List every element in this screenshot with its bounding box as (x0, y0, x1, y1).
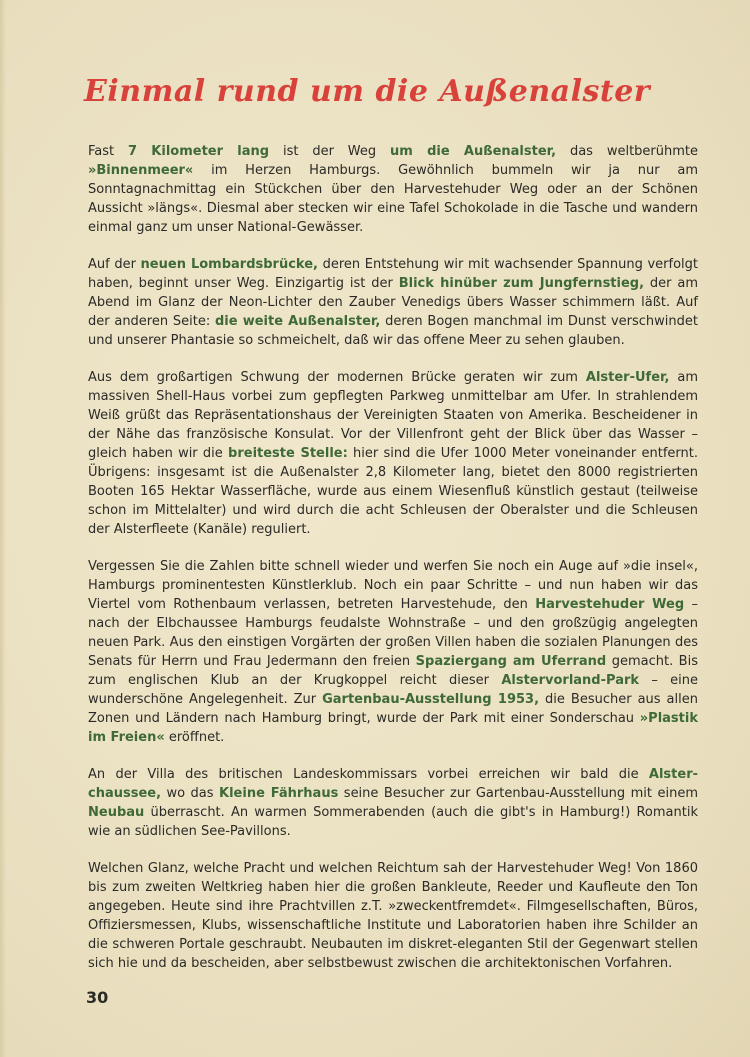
paragraph-text: seine Besucher zur Gartenbau-Ausstellung mit einem (338, 786, 698, 801)
highlighted-phrase: Kleine Fährhaus (219, 786, 339, 801)
page-edge-shadow (0, 0, 6, 1057)
paragraph-text: – nach der Elbchaussee Hamburgs feudalste Wohnstraße – und den großzügig angelegten neuen Park. Aus den einstigen Vorgärten der großen Villen haben die sozialen Planungen des Senats für Herrn und Frau Jedermann den freien (88, 597, 698, 669)
paragraph (88, 557, 698, 747)
highlighted-phrase: 7 Kilometer lang (128, 144, 270, 159)
highlighted-phrase: Gartenbau-Ausstellung 1953, (322, 692, 540, 707)
highlighted-phrase: neuen Lombardsbrücke, (140, 257, 318, 272)
paragraph-text: deren Bogen manchmal im Dunst verschwindet und unserer Phantasie so schmeichelt, daß wir das offene Meer zu sehen glauben. (88, 314, 698, 348)
paragraph-text: der am Abend im Glanz der Neon-Lichter den Zauber Venedigs übers Wasser schimmern läßt. Auf der anderen Seite: (88, 276, 698, 329)
paragraph-text: deren Entstehung wir mit wachsender Spannung verfolgt haben, beginnt unser Weg. Einzigartig ist der (88, 257, 698, 291)
paragraph-text: hier sind die Ufer 1000 Meter voneinander entfernt. Übrigens: insgesamt ist die Außenalster 2,8 Kilometer lang, bietet den 8000 registrierten Booten 165 Hektar Wasserfläche, wurde aus einem Wiesenfluß künstlich gestaut (teilweise schon im Mittelalter) und wird durch die acht Schleusen der Oberalster und die Schleusen der Alsterfleete (Kanäle) reguliert. (88, 446, 698, 537)
highlighted-phrase: Neubau (88, 805, 145, 820)
paragraph-text: Welchen Glanz, welche Pracht und welchen Reichtum sah der Harvestehuder Weg! Von 1860 bis zum zweiten Weltkrieg haben hier die großen Bankleute, Reeder und Kaufleute den Ton angegeben. Heute sind ihre Prachtvillen z.T. »zweckentfremdet«. Filmgesellschaften, Büros, Offiziersmessen, Klubs, wissenschaftliche Institute und Laboratorien haben ihre Schilder an die schweren Portale geschraubt. Neubauten im diskret-eleganten Stil der Gegenwart stellen sich hie und da bescheiden, aber selbstbewust zwischen die architektonischen Vorfahren. (88, 861, 698, 971)
paragraph-text: An der Villa des britischen Landeskommissars vorbei erreichen wir bald die (88, 767, 649, 782)
highlighted-phrase: Alstervorland-Park (501, 673, 640, 688)
paragraph-text: ist der Weg (269, 144, 390, 159)
paragraph (88, 368, 698, 539)
highlighted-phrase: Alster-Ufer, (585, 370, 670, 385)
paragraph-text: die Besucher aus allen Zonen und Ländern nach Hamburg bringt, wurde der Park mit einer Sonderschau (88, 692, 698, 726)
paragraph-text: Aus dem großartigen Schwung der modernen Brücke geraten wir zum (88, 370, 586, 385)
article-body (88, 142, 698, 991)
highlighted-phrase: Spaziergang am Uferrand (415, 654, 607, 669)
paragraph (88, 142, 698, 237)
highlighted-phrase: »Binnenmeer« (88, 163, 194, 178)
paragraph-text: Fast (88, 144, 128, 159)
paragraph (88, 255, 698, 350)
paragraph-text: am massiven Shell-Haus vorbei zum gepflegten Parkweg unmittelbar am Ufer. In strahlendem Weiß grüßt das Repräsentationshaus der Vereinigten Staaten von Amerika. Bescheidener in der Nähe das französische Konsulat. Vor der Villenfront geht der Blick über das Wasser – gleich haben wir die (88, 370, 698, 461)
paragraph (88, 765, 698, 841)
paragraph-text: eröffnet. (164, 730, 225, 745)
highlighted-phrase: Blick hinüber zum Jungfernstieg, (398, 276, 645, 291)
paragraph-text: das weltberühmte (556, 144, 698, 159)
paragraph-text: gemacht. Bis zum englischen Klub an der Krugkoppel reicht dieser (88, 654, 698, 688)
highlighted-phrase: um die Außenalster, (390, 144, 557, 159)
paragraph (88, 859, 698, 973)
paragraph-text: Vergessen Sie die Zahlen bitte schnell wieder und werfen Sie noch ein Auge auf »die insel«, Hamburgs prominentesten Künstlerklub. Noch ein paar Schritte – und nun haben wir das Viertel vom Rothenbaum verlassen, betreten Harvestehude, den (88, 559, 698, 612)
page-number: 30 (86, 988, 109, 1007)
highlighted-phrase: »Plastik im Freien« (88, 711, 698, 745)
highlighted-phrase: Alster-chaussee, (88, 767, 698, 801)
highlighted-phrase: breiteste Stelle: (228, 446, 348, 461)
paragraph-text: im Herzen Hamburgs. Gewöhnlich bummeln wir ja nur am Sonntagnachmittag ein Stückchen über den Harvestehuder Weg oder an der Schönen Aussicht »längs«. Diesmal aber stecken wir eine Tafel Schokolade in die Tasche und wandern einmal ganz um unser National-Gewässer. (88, 163, 698, 235)
paragraph-text: – eine wunderschöne Angelegenheit. Zur (88, 673, 698, 707)
highlighted-phrase: die weite Außenalster, (214, 314, 381, 329)
highlighted-phrase: Harvestehuder Weg (535, 597, 685, 612)
paragraph-text: Auf der (88, 257, 141, 272)
paragraph-text: überrascht. An warmen Sommerabenden (auch die gibt's in Hamburg!) Romantik wie an südlichen See-Pavillons. (88, 805, 698, 839)
page-title: Einmal rund um die Außenalster (84, 74, 651, 110)
paragraph-text: wo das (161, 786, 220, 801)
